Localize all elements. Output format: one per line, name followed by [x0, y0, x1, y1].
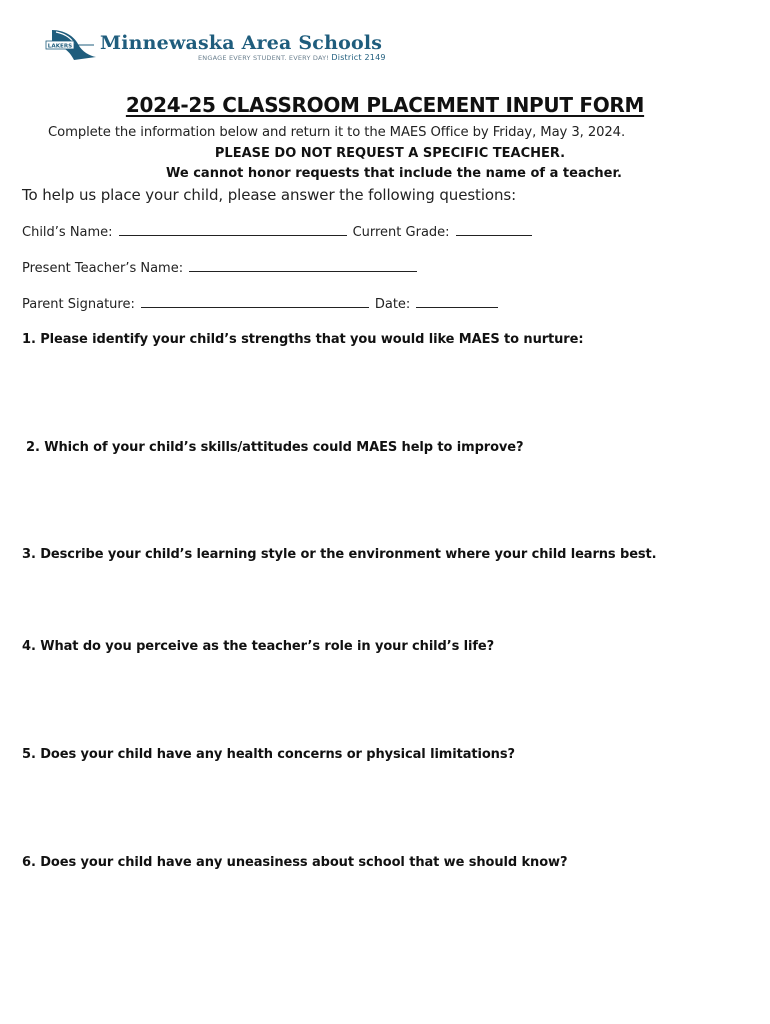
logo-badge-text: LAKERS [47, 43, 73, 50]
form-intro: To help us place your child, please answer the following questions: [22, 186, 517, 204]
row-child-grade [22, 225, 538, 240]
question-6: 6. Does your child have any uneasiness about school that we should know? [22, 855, 568, 870]
question-2: 2. Which of your child’s skills/attitudes could MAES help to improve? [26, 440, 524, 455]
childs-name-label: Child’s Name: [22, 225, 113, 240]
lakers-logo-icon [44, 26, 98, 62]
question-3: 3. Describe your child’s learning style or the environment where your child learns best. [22, 547, 657, 562]
school-name: Minnewaska Area Schools [100, 32, 383, 54]
parent-signature-field[interactable] [141, 297, 369, 308]
current-grade-field[interactable] [456, 225, 532, 236]
date-label: Date: [374, 297, 411, 312]
warning-no-request: PLEASE DO NOT REQUEST A SPECIFIC TEACHER. [214, 146, 566, 161]
childs-name-field[interactable] [119, 225, 347, 236]
question-1: 1. Please identify your child’s strengths that you would like MAES to nurture: [22, 332, 584, 347]
tagline-text: ENGAGE EVERY STUDENT. EVERY DAY! [198, 54, 330, 62]
district-text: District 2149 [331, 53, 386, 62]
warning-no-teacher-name: We cannot honor requests that include the name of a teacher. [166, 166, 622, 181]
question-4: 4. What do you perceive as the teacher’s role in your child’s life? [22, 639, 495, 654]
school-tagline [198, 53, 386, 62]
parent-signature-label: Parent Signature: [22, 297, 135, 312]
form-title: 2024-25 CLASSROOM PLACEMENT INPUT FORM [125, 93, 645, 117]
question-5: 5. Does your child have any health concerns or physical limitations? [22, 747, 515, 762]
present-teacher-label: Present Teacher’s Name: [22, 261, 184, 276]
date-field[interactable] [416, 297, 498, 308]
row-signature-date [22, 297, 504, 312]
row-present-teacher [22, 261, 423, 276]
form-instruction: Complete the information below and return it to the MAES Office by Friday, May 3, 2024. [48, 125, 626, 140]
current-grade-label: Current Grade: [352, 225, 450, 240]
present-teacher-field[interactable] [189, 261, 417, 272]
